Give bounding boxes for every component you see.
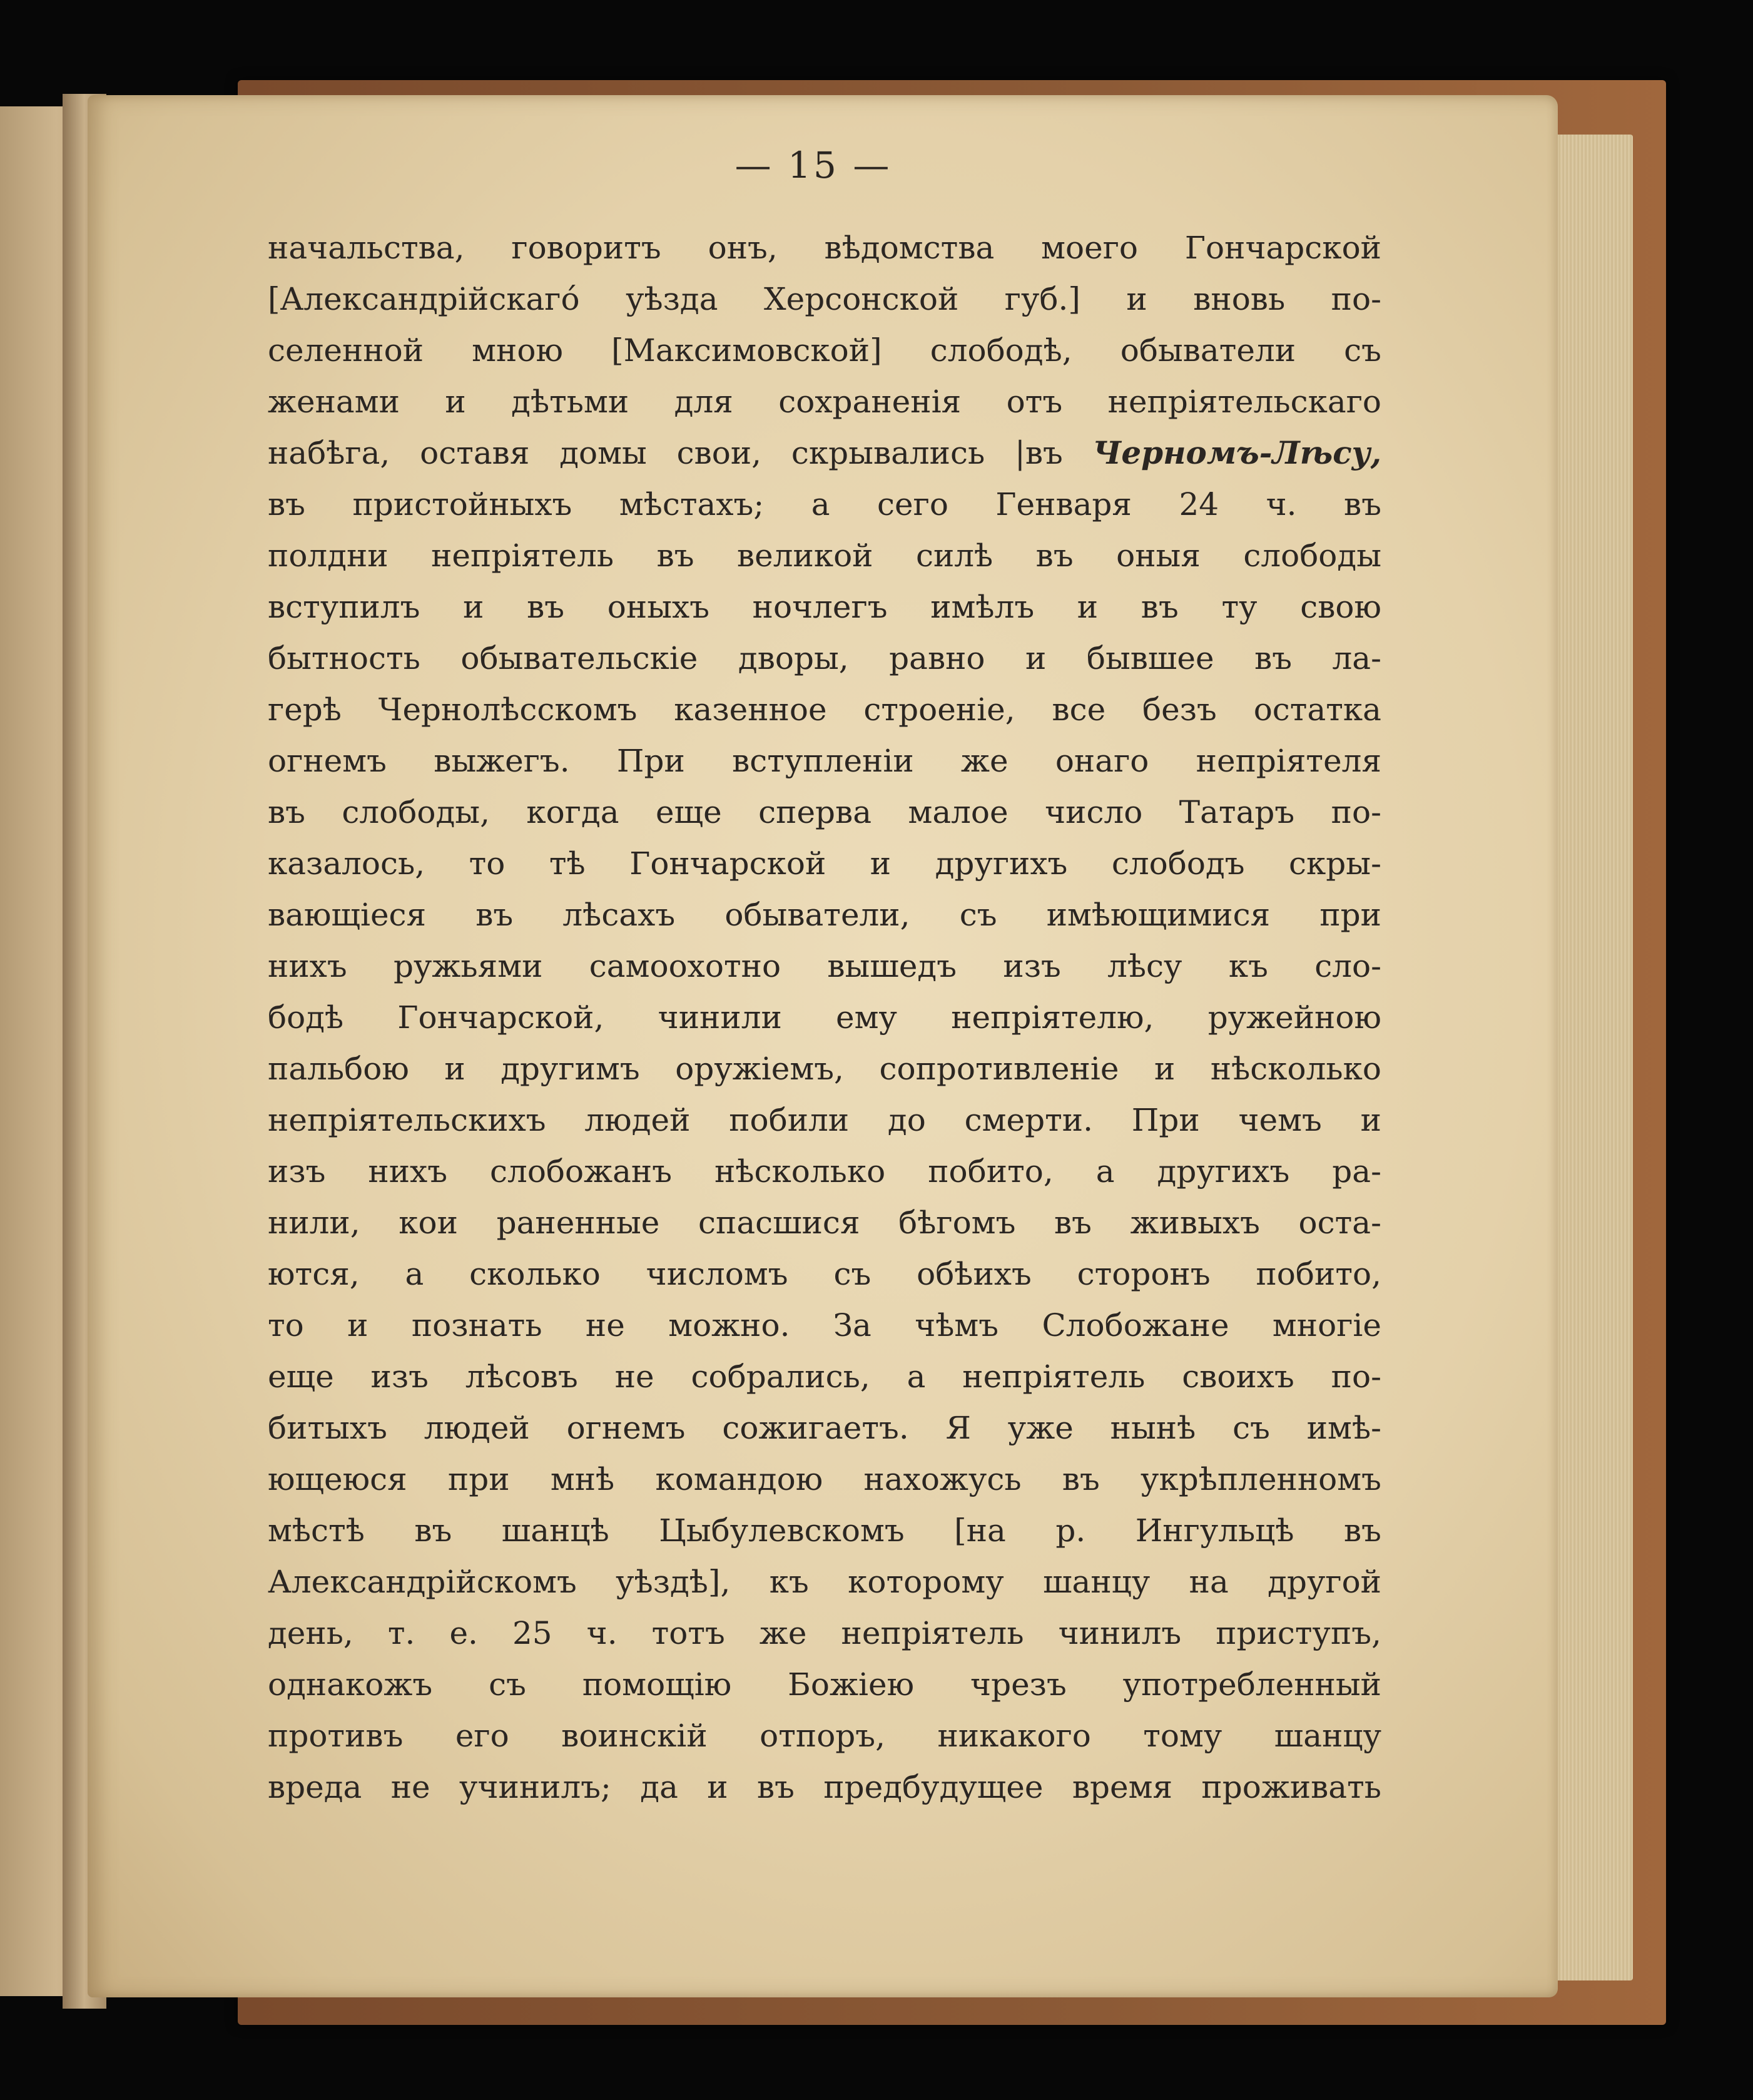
text-line: женами и дѣтьми для сохраненія отъ непріятельскаго <box>268 384 1381 420</box>
text-line: противъ его воинскій отпоръ, никакого тому шанцу <box>268 1718 1381 1754</box>
text-line: начальства, говоритъ онъ, вѣдомства моего Гончарской <box>268 230 1381 266</box>
page-text <box>268 222 1381 1813</box>
text-line: нили, кои раненные спасшися бѣгомъ въ живыхъ оста- <box>268 1205 1381 1241</box>
text-line: то и познать не можно. За чѣмъ Слобожане многіе <box>268 1307 1381 1343</box>
text-line: [Александрійскагó уѣзда Херсонской губ.] и вновь по- <box>268 281 1381 317</box>
page-number: — 15 — <box>734 144 892 186</box>
text-line: непріятельскихъ людей побили до смерти. При чемъ и <box>268 1102 1381 1138</box>
text-line: герѣ Чернолѣсскомъ казенное строеніе, все безъ остатка <box>268 691 1381 728</box>
text-line: селенной мною [Максимовской] слободѣ, обыватели съ <box>268 332 1381 369</box>
text-line: въ пристойныхъ мѣстахъ; а сего Генваря 24 ч. въ <box>268 486 1381 522</box>
text-line: день, т. е. 25 ч. тотъ же непріятель чинилъ приступъ, <box>268 1615 1381 1651</box>
text-line: огнемъ выжегъ. При вступленіи же онаго непріятеля <box>268 743 1381 779</box>
text-line: битыхъ людей огнемъ сожигаетъ. Я уже нынѣ съ имѣ- <box>268 1410 1381 1446</box>
text-line: вреда не учинилъ; да и въ предбудущее время проживать <box>268 1769 1381 1805</box>
text-line: бодѣ Гончарской, чинили ему непріятелю, ружейною <box>268 999 1381 1036</box>
text-line: нихъ ружьями самоохотно вышедъ изъ лѣсу къ сло- <box>268 948 1381 984</box>
text-line: Александрійскомъ уѣздѣ], къ которому шанцу на другой <box>268 1564 1381 1600</box>
text-line-part: набѣга, оставя домы свои, скрывались |въ <box>268 435 1093 471</box>
text-line: еще изъ лѣсовъ не собрались, а непріятель своихъ по- <box>268 1358 1381 1395</box>
text-line: однакожъ съ помощію Божіею чрезъ употребленный <box>268 1666 1381 1703</box>
emphasized-place-name: Черномъ-Лѣсу, <box>1092 434 1381 471</box>
text-line: изъ нихъ слобожанъ нѣсколько побито, а другихъ ра- <box>268 1153 1381 1190</box>
text-line: казалось, то тѣ Гончарской и другихъ слободъ скры- <box>268 845 1381 882</box>
text-line: въ слободы, когда еще сперва малое число Татаръ по- <box>268 794 1381 830</box>
text-line: мѣстѣ въ шанцѣ Цыбулевскомъ [на р. Ингульцѣ въ <box>268 1512 1381 1549</box>
text-line: пальбою и другимъ оружіемъ, сопротивленіе и нѣсколько <box>268 1051 1381 1087</box>
text-line-with-emphasis <box>268 427 1381 479</box>
text-line: вающіеся въ лѣсахъ обыватели, съ имѣющимися при <box>268 897 1381 933</box>
text-line: вступилъ и въ оныхъ ночлегъ имѣлъ и въ ту свою <box>268 589 1381 625</box>
text-line: бытность обывательскіе дворы, равно и бывшее въ ла- <box>268 640 1381 676</box>
text-line: ются, а сколько числомъ съ обѣихъ сторонъ побито, <box>268 1256 1381 1292</box>
text-line: полдни непріятель въ великой силѣ въ оныя слободы <box>268 538 1381 574</box>
text-line: ющеюся при мнѣ командою нахожусь въ укрѣпленномъ <box>268 1461 1381 1497</box>
